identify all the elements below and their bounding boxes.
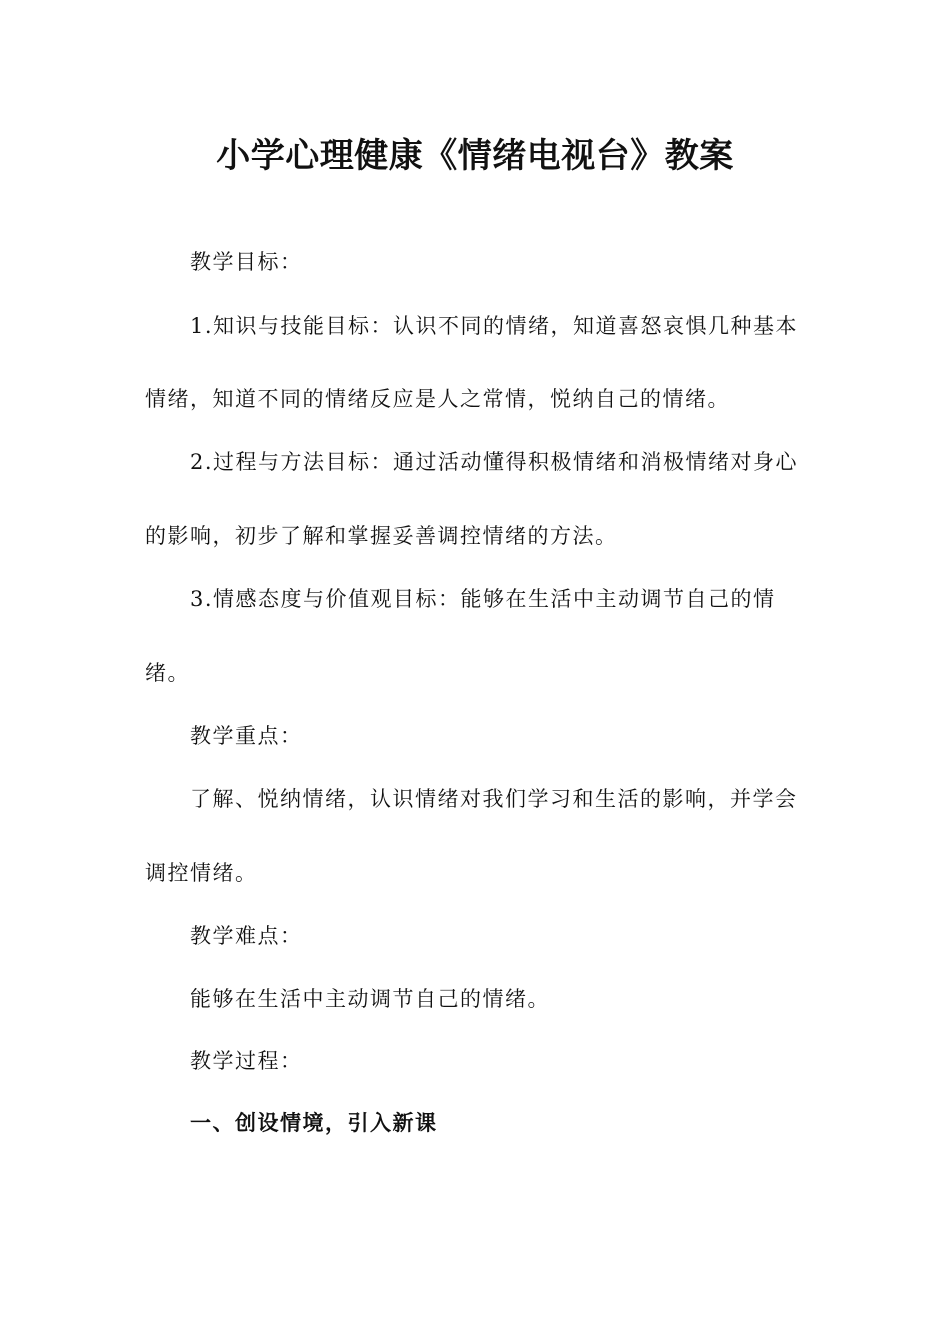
paragraph-line: 调控情绪。 <box>145 861 258 885</box>
paragraph-line: 了解、悦纳情绪，认识情绪对我们学习和生活的影响，并学会 <box>190 787 798 811</box>
document-title: 小学心理健康《情绪电视台》教案 <box>216 136 734 176</box>
section-heading-difficulties: 教学难点： <box>190 924 303 948</box>
section-heading-objectives: 教学目标： <box>190 250 303 274</box>
subsection-heading: 一、创设情境，引入新课 <box>190 1111 438 1135</box>
section-heading-process: 教学过程： <box>190 1049 303 1073</box>
paragraph-line: 的影响，初步了解和掌握妥善调控情绪的方法。 <box>145 524 618 548</box>
paragraph-line: 2.过程与方法目标：通过活动懂得积极情绪和消极情绪对身心 <box>190 450 799 474</box>
section-heading-key-points: 教学重点： <box>190 724 303 748</box>
paragraph-line: 绪。 <box>145 661 190 685</box>
paragraph-line: 3.情感态度与价值观目标：能够在生活中主动调节自己的情 <box>190 587 776 611</box>
paragraph-line: 情绪，知道不同的情绪反应是人之常情，悦纳自己的情绪。 <box>145 387 730 411</box>
paragraph-line: 1.知识与技能目标：认识不同的情绪，知道喜怒哀惧几种基本 <box>190 314 799 338</box>
paragraph-line: 能够在生活中主动调节自己的情绪。 <box>190 987 550 1011</box>
